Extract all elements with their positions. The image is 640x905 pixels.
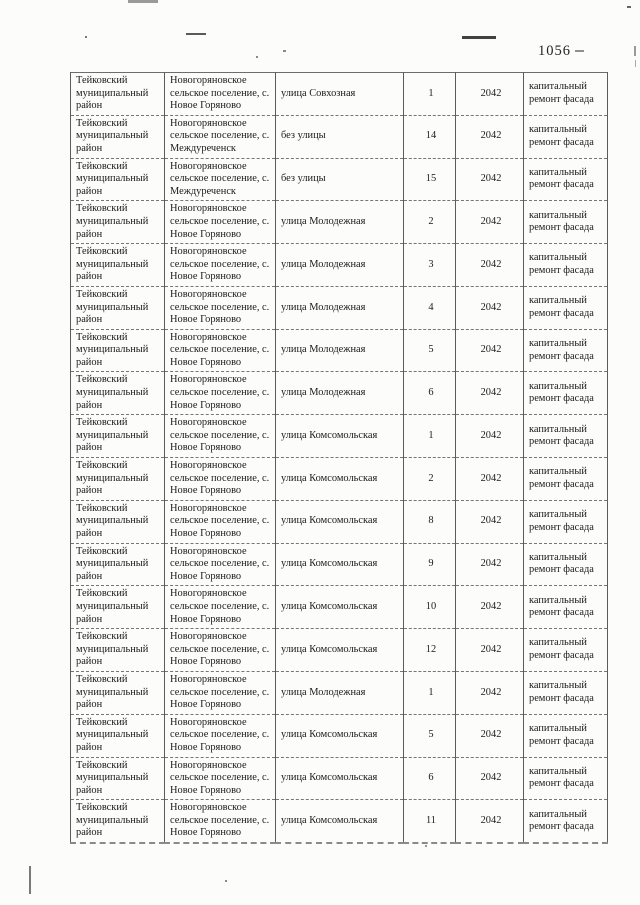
scan-fold-line-bottom-left [29,866,31,894]
repairs-table [70,72,608,844]
table-row [71,800,608,843]
cell-street: улица Молодежная [276,201,404,244]
cell-district: Тейковский муниципальный район [71,671,165,714]
cell-settlement: Новогоряновское сельское поселение, с. Новое Горяново [165,458,276,501]
table-row [71,458,608,501]
cell-street: без улицы [276,158,404,201]
scan-dash-after-page-number [575,50,584,52]
cell-street: улица Комсомольская [276,757,404,800]
cell-settlement: Новогоряновское сельское поселение, с. Новое Горяново [165,286,276,329]
cell-work-type: капитальный ремонт фасада [524,73,608,116]
cell-house-number: 4 [404,286,456,329]
table-body [71,73,608,844]
cell-district: Тейковский муниципальный район [71,586,165,629]
cell-settlement: Новогоряновское сельское поселение, с. Новое Горяново [165,714,276,757]
cell-district: Тейковский муниципальный район [71,244,165,287]
cell-settlement: Новогоряновское сельское поселение, с. Новое Горяново [165,671,276,714]
cell-year: 2042 [456,415,524,458]
table-row [71,415,608,458]
cell-house-number: 3 [404,244,456,287]
cell-work-type: капитальный ремонт фасада [524,500,608,543]
cell-house-number: 1 [404,73,456,116]
cell-settlement: Новогоряновское сельское поселение, с. Новое Горяново [165,757,276,800]
cell-work-type: капитальный ремонт фасада [524,800,608,843]
cell-street: улица Комсомольская [276,629,404,672]
cell-year: 2042 [456,800,524,843]
cell-year: 2042 [456,458,524,501]
scan-dot-1 [85,36,87,38]
cell-street: улица Молодежная [276,286,404,329]
cell-district: Тейковский муниципальный район [71,158,165,201]
cell-district: Тейковский муниципальный район [71,500,165,543]
page-number: 1056 [538,43,571,59]
cell-street: улица Комсомольская [276,543,404,586]
cell-year: 2042 [456,757,524,800]
table-row [71,115,608,158]
cell-work-type: капитальный ремонт фасада [524,244,608,287]
cell-settlement: Новогоряновское сельское поселение, с. Новое Горяново [165,415,276,458]
cell-house-number: 11 [404,800,456,843]
scan-dot-bottom-2 [425,845,427,847]
cell-year: 2042 [456,629,524,672]
cell-work-type: капитальный ремонт фасада [524,158,608,201]
cell-house-number: 5 [404,329,456,372]
cell-year: 2042 [456,372,524,415]
cell-street: улица Комсомольская [276,714,404,757]
cell-street: улица Молодежная [276,372,404,415]
cell-street: без улицы [276,115,404,158]
scan-dot-bottom-1 [225,880,227,882]
cell-year: 2042 [456,201,524,244]
cell-house-number: 1 [404,671,456,714]
cell-work-type: капитальный ремонт фасада [524,329,608,372]
cell-settlement: Новогоряновское сельское поселение, с. Новое Горяново [165,800,276,843]
scan-mark-top-right-corner [627,6,631,8]
scan-edge-mark-2 [635,60,636,67]
scan-dot-2 [256,56,258,58]
cell-street: улица Совхозная [276,73,404,116]
cell-street: улица Комсомольская [276,586,404,629]
cell-settlement: Новогоряновское сельское поселение, с. Новое Горяново [165,543,276,586]
scan-dash-top-right [462,36,496,39]
table-row [71,329,608,372]
repairs-table-container [70,72,608,844]
cell-house-number: 10 [404,586,456,629]
cell-year: 2042 [456,286,524,329]
cell-district: Тейковский муниципальный район [71,458,165,501]
table-row [71,586,608,629]
cell-work-type: капитальный ремонт фасада [524,671,608,714]
cell-year: 2042 [456,115,524,158]
cell-year: 2042 [456,158,524,201]
cell-work-type: капитальный ремонт фасада [524,201,608,244]
cell-year: 2042 [456,543,524,586]
cell-street: улица Молодежная [276,244,404,287]
cell-work-type: капитальный ремонт фасада [524,757,608,800]
cell-street: улица Комсомольская [276,458,404,501]
cell-district: Тейковский муниципальный район [71,286,165,329]
cell-street: улица Молодежная [276,329,404,372]
cell-work-type: капитальный ремонт фасада [524,586,608,629]
cell-settlement: Новогоряновское сельское поселение, с. Новое Горяново [165,329,276,372]
table-row [71,286,608,329]
cell-work-type: капитальный ремонт фасада [524,115,608,158]
cell-house-number: 6 [404,372,456,415]
table-row [71,757,608,800]
cell-house-number: 1 [404,415,456,458]
cell-house-number: 2 [404,201,456,244]
table-row [71,543,608,586]
cell-district: Тейковский муниципальный район [71,629,165,672]
cell-work-type: капитальный ремонт фасада [524,372,608,415]
cell-year: 2042 [456,244,524,287]
cell-house-number: 5 [404,714,456,757]
cell-district: Тейковский муниципальный район [71,714,165,757]
cell-district: Тейковский муниципальный район [71,115,165,158]
table-row [71,671,608,714]
table-row [71,244,608,287]
cell-district: Тейковский муниципальный район [71,800,165,843]
cell-year: 2042 [456,329,524,372]
table-row [71,629,608,672]
cell-house-number: 8 [404,500,456,543]
cell-settlement: Новогоряновское сельское поселение, с. Новое Горяново [165,244,276,287]
cell-work-type: капитальный ремонт фасада [524,458,608,501]
table-row [71,714,608,757]
cell-street: улица Молодежная [276,671,404,714]
scan-dot-3 [283,50,286,52]
scan-dash-top-center [186,33,206,35]
cell-district: Тейковский муниципальный район [71,372,165,415]
cell-settlement: Новогоряновское сельское поселение, с. Междуреченск [165,115,276,158]
cell-street: улица Комсомольская [276,500,404,543]
table-row [71,500,608,543]
cell-house-number: 2 [404,458,456,501]
cell-house-number: 12 [404,629,456,672]
cell-house-number: 14 [404,115,456,158]
cell-year: 2042 [456,500,524,543]
cell-work-type: капитальный ремонт фасада [524,714,608,757]
cell-settlement: Новогоряновское сельское поселение, с. Новое Горяново [165,201,276,244]
cell-year: 2042 [456,73,524,116]
cell-year: 2042 [456,586,524,629]
table-row [71,73,608,116]
cell-district: Тейковский муниципальный район [71,329,165,372]
cell-settlement: Новогоряновское сельское поселение, с. Междуреченск [165,158,276,201]
cell-district: Тейковский муниципальный район [71,415,165,458]
cell-settlement: Новогоряновское сельское поселение, с. Новое Горяново [165,629,276,672]
cell-work-type: капитальный ремонт фасада [524,543,608,586]
cell-house-number: 9 [404,543,456,586]
cell-district: Тейковский муниципальный район [71,757,165,800]
cell-work-type: капитальный ремонт фасада [524,629,608,672]
cell-settlement: Новогоряновское сельское поселение, с. Новое Горяново [165,372,276,415]
cell-house-number: 6 [404,757,456,800]
cell-district: Тейковский муниципальный район [71,73,165,116]
cell-district: Тейковский муниципальный район [71,201,165,244]
cell-settlement: Новогоряновское сельское поселение, с. Новое Горяново [165,586,276,629]
cell-year: 2042 [456,714,524,757]
cell-district: Тейковский муниципальный район [71,543,165,586]
cell-street: улица Комсомольская [276,415,404,458]
table-row [71,158,608,201]
cell-street: улица Комсомольская [276,800,404,843]
table-row [71,372,608,415]
cell-work-type: капитальный ремонт фасада [524,286,608,329]
cell-settlement: Новогоряновское сельское поселение, с. Новое Горяново [165,73,276,116]
cell-year: 2042 [456,671,524,714]
cell-settlement: Новогоряновское сельское поселение, с. Новое Горяново [165,500,276,543]
cell-work-type: капитальный ремонт фасада [524,415,608,458]
cell-house-number: 15 [404,158,456,201]
table-row [71,201,608,244]
scan-smudge-top-left [128,0,158,3]
scan-edge-mark-1 [634,46,636,56]
